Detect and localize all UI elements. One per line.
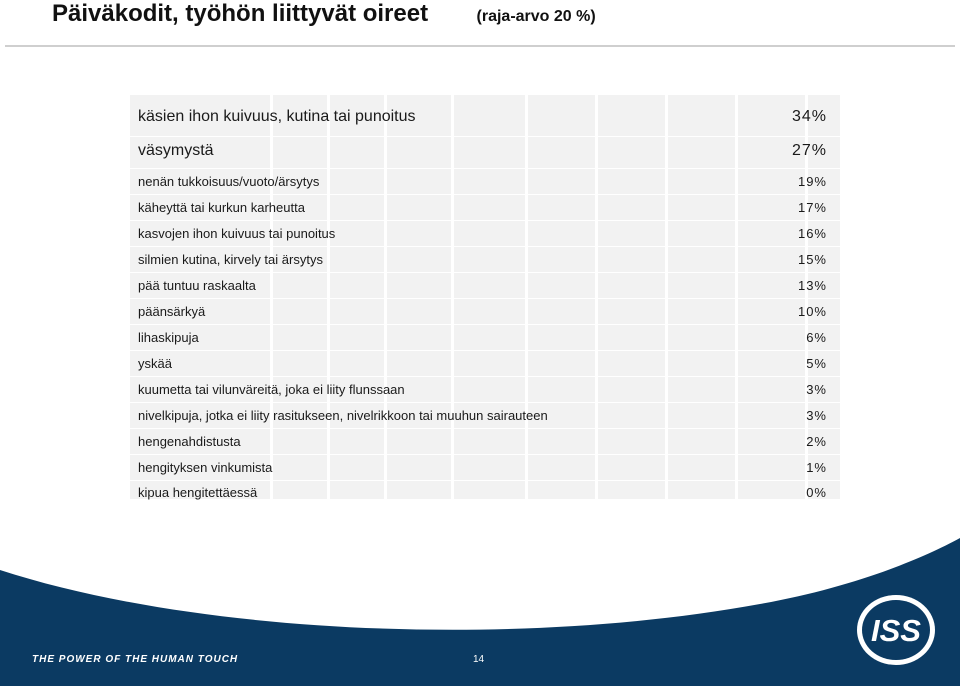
symptom-label: lihaskipuja (138, 329, 199, 345)
symptom-label: nivelkipuja, jotka ei liity rasitukseen, nivelrikkoon tai muuhun sairauteen (138, 407, 548, 423)
table-row (138, 455, 827, 479)
table-row (138, 247, 827, 271)
symptom-percentage: 3% (806, 381, 827, 397)
symptom-percentage: 10% (797, 303, 827, 319)
table-row (138, 481, 827, 503)
symptom-percentage: 19% (797, 173, 827, 189)
table-row (138, 273, 827, 297)
symptom-percentage: 16% (797, 225, 827, 241)
symptom-label: väsymystä (138, 142, 214, 159)
header-divider (5, 45, 955, 47)
symptom-label: kuumetta tai vilunväreitä, joka ei liity flunssaan (138, 381, 405, 397)
symptom-label: käheyttä tai kurkun karheutta (138, 199, 305, 215)
symptom-percentage: 1% (806, 459, 827, 475)
symptom-label: käsien ihon kuivuus, kutina tai punoitus (138, 108, 416, 125)
table-row (138, 429, 827, 453)
table-row (138, 403, 827, 427)
symptom-percentage: 15% (797, 251, 827, 267)
iss-logo-icon (854, 592, 938, 668)
symptom-label: kasvojen ihon kuivuus tai punoitus (138, 225, 336, 241)
table-row (138, 103, 827, 131)
table-row (138, 169, 827, 193)
symptom-percentage: 27% (791, 142, 827, 159)
symptom-label: kipua hengitettäessä (138, 484, 258, 500)
symptom-label: yskää (138, 355, 172, 371)
header (52, 0, 596, 30)
symptom-percentage: 0% (806, 484, 827, 500)
symptom-percentage: 3% (806, 407, 827, 423)
symptom-percentage: 6% (806, 329, 827, 345)
symptom-label: päänsärkyä (138, 303, 206, 319)
symptom-label: hengityksen vinkumista (138, 459, 273, 475)
footer-tagline: THE POWER OF THE HUMAN TOUCH (32, 654, 239, 665)
table-row (138, 377, 827, 401)
symptom-label: hengenahdistusta (138, 433, 241, 449)
page-subtitle: (raja-arvo 20 %) (476, 8, 596, 25)
symptom-percentage: 5% (806, 355, 827, 371)
table-row (138, 299, 827, 323)
symptom-label: silmien kutina, kirvely tai ärsytys (138, 251, 323, 267)
symptom-label: pää tuntuu raskaalta (138, 277, 256, 293)
table-row (138, 221, 827, 245)
table-row (138, 137, 827, 165)
page-title: Päiväkodit, työhön liittyvät oireet (52, 0, 429, 27)
page-number: 14 (473, 654, 485, 665)
symptom-percentage: 2% (806, 433, 827, 449)
symptom-percentage: 17% (797, 199, 827, 215)
symptom-label: nenän tukkoisuus/vuoto/ärsytys (138, 173, 320, 189)
symptom-percentage: 34% (791, 108, 827, 125)
table-row (138, 351, 827, 375)
table-row (138, 195, 827, 219)
logo-text: ISS (871, 613, 921, 648)
table-row (138, 325, 827, 349)
symptom-table (130, 95, 840, 499)
symptom-percentage: 13% (797, 277, 827, 293)
